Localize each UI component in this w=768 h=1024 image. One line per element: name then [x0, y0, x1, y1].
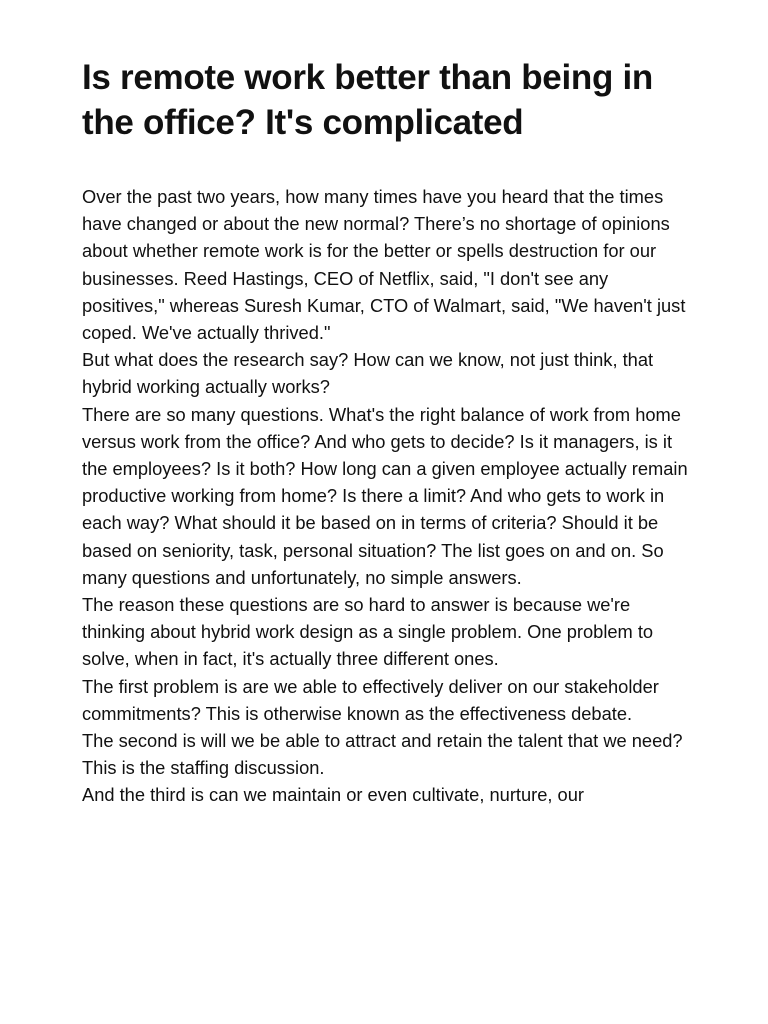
- article-body: [82, 183, 692, 809]
- article-paragraph: And the third is can we maintain or even cultivate, nurture, our: [82, 784, 584, 806]
- article-paragraph: The second is will we be able to attract and retain the talent that we need? This is the staffing discussion.: [82, 730, 683, 779]
- article-paragraph: But what does the research say? How can we know, not just think, that hybrid working actually works?: [82, 349, 654, 398]
- article-paragraph: The reason these questions are so hard to answer is because we're thinking about hybrid work design as a single problem. One problem to solve, when in fact, it's actually three different ones.: [82, 594, 654, 670]
- article-paragraph: Over the past two years, how many times have you heard that the times have changed or about the new normal? There’s no shortage of opinions about whether remote work is for the better or spells destruction for our businesses. Reed Hastings, CEO of Netflix, said, "I don't see any positives," whereas Suresh Kumar, CTO of Walmart, said, "We haven't just coped. We've actually thrived.": [82, 186, 686, 344]
- article-paragraph: The first problem is are we able to effectively deliver on our stakeholder commitments? This is otherwise known as the effectiveness debate.: [82, 675, 659, 724]
- article: [82, 56, 692, 809]
- article-paragraph: There are so many questions. What's the right balance of work from home versus work from the office? And who gets to decide? Is it managers, is it the employees? Is it both? How long can a given employee actually remain productive working from home? Is there a limit? And who gets to work in each way? What should it be based on in terms of criteria? Should it be based on seniority, task, personal situation? The list goes on and on. So many questions and unfortunately, no simple answers.: [82, 403, 688, 588]
- article-title: Is remote work better than being in the office? It's complicated: [82, 58, 653, 142]
